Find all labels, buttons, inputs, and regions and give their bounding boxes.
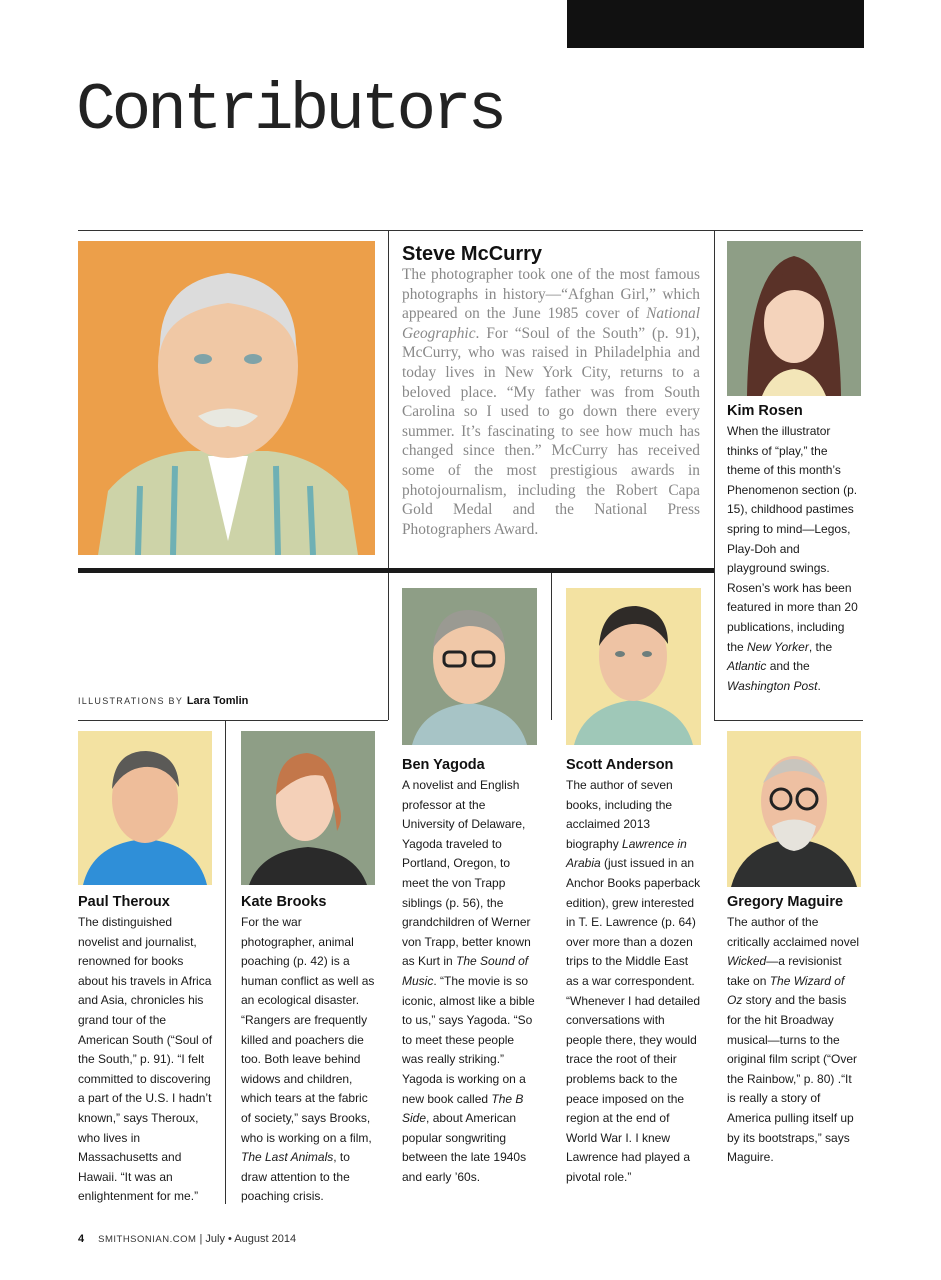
contributor-name: Kate Brooks [241, 894, 327, 910]
contributor-bio: The author of the critically acclaimed novel Wicked—a revisionist take on The Wizard of Oz story and the basis for the hit Broadway musical—turns to the original film script (“Over the Rainbow,” p. 80) .“It is really a story of America pulling itself up by its bootstraps,” says Maguire. [727, 915, 860, 1165]
portrait-ben-yagoda [402, 588, 537, 745]
issue-date: July • August 2014 [205, 1233, 297, 1245]
contributor-bio: The distinguished novelist and journalist, renowned for books about his travels in Africa and Asia, chronicles his grand tour of the American South (“Soul of the South,” p. 91). “I felt committed to discovering a part of the U.S. I hadn’t known,” says Theroux, who lives in Massachusetts and Hawaii. “It was an enlightenment for me.” [78, 915, 213, 1204]
illustration-credit: ILLUSTRATIONS BY Lara Tomlin [78, 695, 249, 707]
contributor-name: Ben Yagoda [402, 757, 485, 773]
column-divider [225, 720, 226, 1204]
contributor-bio: The photographer took one of the most famous photographs in history—“Afghan Girl,” which appeared on the June 1985 cover of National Geographic. For “Soul of the South” (p. 91), McCurry, who was raised in Philadelphia and today lives in New York City, returns to a beloved place. “My father was from South Carolina so I used to go down there every summer. It’s fascinating to see how much has changed since then.” McCurry has received some of the most prestigious awards in photojournalism, including the Robert Capa Gold Medal and the National Press Photographers Award. [402, 266, 700, 538]
contributor-bio: The author of seven books, including the acclaimed 2013 biography Lawrence in Arabia (just issued in an Anchor Books paperback edition), grew interested in T. E. Lawrence (p. 64) over more than a dozen trips to the Middle East as a war correspondent. “Whenever I had detailed conversations with people there, they would trace the root of their problems back to the peace imposed on the region at the end of World War I. I knew Lawrence had played a pivotal role.” [566, 778, 701, 1184]
top-rule [78, 230, 863, 231]
contributor-bio: For the war photographer, animal poaching (p. 42) is a human conflict as well as an ecological disaster. “Rangers are frequently killed and poachers die too. Both leave behind widows and children, which tears at the fabric of society,” says Brooks, who is working on a film, The Last Animals, to draw attention to the poaching crisis. [241, 915, 375, 1204]
portrait-paul-theroux [78, 731, 212, 885]
column-divider [551, 573, 552, 720]
contributor-bio: When the illustrator thinks of “play,” the theme of this month’s Phenomenon section (p. 15), childhood pastimes spring to mind—Legos, Play-Doh and playground swings. Rosen’s work has been featured in more than 20 publications, including the New Yorker, the Atlantic and the Washington Post. [727, 424, 858, 693]
contributor-name: Paul Theroux [78, 894, 170, 910]
contributor-bio: A novelist and English professor at the University of Delaware, Yagoda traveled to Portland, Oregon, to meet the von Trapp siblings (p. 56), the grandchildren of Werner von Trapp, better known as Kurt in The Sound of Music. “The movie is so iconic, almost like a bible to us,” says Yagoda. “So to meet these people was really striking.” Yagoda is working on a new book called The B Side, about American popular songwriting between the late 1940s and early ’60s. [402, 778, 535, 1184]
contributor-name: Scott Anderson [566, 757, 674, 773]
bottom-row-rule [714, 720, 863, 721]
bottom-row-rule [78, 720, 388, 721]
portrait-scott-anderson [566, 588, 701, 745]
contributor-name: Steve McCurry [402, 243, 543, 265]
portrait-kim-rosen [727, 241, 861, 396]
portrait-kate-brooks [241, 731, 375, 885]
header-black-bar [567, 0, 864, 48]
page-title: Contributors [76, 73, 504, 148]
site-name: SMITHSONIAN.COM [98, 1234, 197, 1245]
page-number: 4 [78, 1233, 85, 1245]
contributor-name: Gregory Maguire [727, 894, 844, 910]
column-divider [714, 230, 715, 720]
lead-bottom-rule [78, 568, 714, 573]
portrait-steve-mccurry [78, 241, 375, 555]
portrait-gregory-maguire [727, 731, 861, 887]
contributor-name: Kim Rosen [727, 403, 803, 419]
column-divider [388, 230, 389, 720]
page-footer: 4 SMITHSONIAN.COM | July • August 2014 [78, 1233, 297, 1245]
